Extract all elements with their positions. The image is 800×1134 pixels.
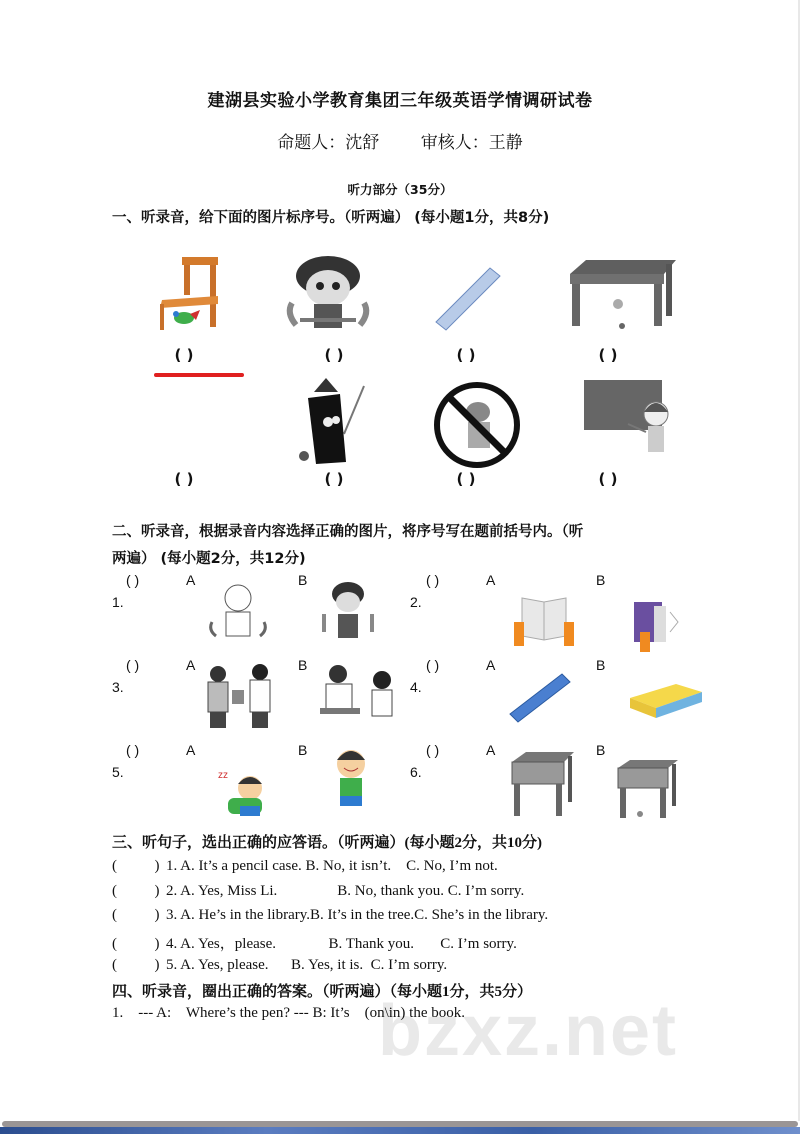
- q2-num-4: 4.: [410, 679, 422, 695]
- section2-heading-line1: 二、听录音，根据录音内容选择正确的图片，将序号写在题前括号内。（听: [112, 524, 584, 540]
- desk-bird-image: [612, 756, 684, 824]
- q3-row-2: [112, 883, 524, 900]
- q2-paren-5[interactable]: ( ): [126, 742, 140, 758]
- q2-opt-b-1: B: [298, 572, 308, 588]
- boy-sitting-image: [278, 248, 378, 333]
- q2-num-6: 6.: [410, 764, 422, 780]
- q3-text-4: 4. A. Yes，please. B. Thank you. C. I’m sorry.: [166, 936, 517, 952]
- q2-opt-a-1: A: [186, 572, 196, 588]
- answer-paren-6[interactable]: ( ): [324, 470, 344, 488]
- ruler-image: [430, 262, 510, 332]
- chair-bird-image: [152, 252, 232, 332]
- section4-heading: 四、听录音，圈出正确的答案。（听两遍）（每小题1分，共5分）: [112, 984, 533, 1000]
- q2-opt-b-2: B: [596, 572, 606, 588]
- desk-image: [566, 254, 678, 334]
- answer-paren-4[interactable]: ( ): [598, 346, 618, 364]
- q3-row-4: [112, 932, 517, 953]
- svg-text:zz: zz: [218, 770, 228, 781]
- teacher-student-image: [310, 660, 400, 730]
- section2-heading-line2: 两遍） (每小题2分，共12分): [112, 551, 306, 567]
- watermark: bzxz.net: [378, 991, 679, 1071]
- q2-opt-b-4: B: [596, 657, 606, 673]
- boy-sitting-small-image: [316, 580, 380, 642]
- part-label: 听力部分（35分）: [347, 182, 453, 197]
- q3-text-5: 5. A. Yes, please. B. Yes, it is. C. I’m sorry.: [166, 957, 448, 973]
- q2-num-5: 5.: [112, 764, 124, 780]
- q3-row-5: [112, 957, 447, 974]
- answer-paren-2[interactable]: ( ): [324, 346, 344, 364]
- rubber-image: [624, 676, 708, 720]
- q3-paren-1[interactable]: ( ): [112, 858, 160, 874]
- page-title: 建湖县实验小学教育集团三年级英语学情调研试卷: [207, 91, 593, 111]
- q2-num-1: 1.: [112, 594, 124, 610]
- section3-heading: 三、听句子，选出正确的应答语。（听两遍）(每小题2分，共10分): [112, 835, 542, 851]
- desk-small-image: [506, 748, 578, 820]
- q2-opt-b-6: B: [596, 742, 606, 758]
- answer-paren-7[interactable]: ( ): [456, 470, 476, 488]
- q3-text-2: 2. A. Yes, Miss Li. B. No, thank you. C. I’m sorry.: [166, 883, 525, 899]
- q2-num-2: 2.: [410, 594, 422, 610]
- answer-paren-1[interactable]: ( ): [174, 346, 194, 364]
- q2-num-3: 3.: [112, 679, 124, 695]
- q3-paren-3[interactable]: ( ): [112, 907, 160, 923]
- q4-item-1: 1. --- A: Where’s the pen? --- B: It’s (on\in) the book.: [112, 1005, 465, 1021]
- q2-opt-a-6: A: [486, 742, 496, 758]
- q3-paren-4[interactable]: ( ): [112, 936, 160, 952]
- no-entry-image: [432, 382, 522, 468]
- q2-opt-b-5: B: [298, 742, 308, 758]
- boy-standing-image: [206, 582, 270, 640]
- q3-text-3: 3. A. He’s in the library.B. It’s in the tree.C. She’s in the library.: [166, 907, 549, 923]
- q3-row-1: [112, 858, 498, 875]
- authors-line: [0, 128, 800, 153]
- section2-heading: [112, 519, 672, 573]
- two-people-image: [198, 660, 280, 730]
- section1-heading: 一、听录音，给下面的图片标序号。（听两遍） (每小题1分，共8分): [112, 210, 550, 226]
- q3-paren-5[interactable]: ( ): [112, 957, 160, 973]
- answer-paren-8[interactable]: ( ): [598, 470, 618, 488]
- sleeping-boy-image: [214, 764, 274, 820]
- q3-row-3: [112, 907, 548, 924]
- q2-paren-2[interactable]: ( ): [426, 572, 440, 588]
- pencil-teacher-image: [294, 378, 366, 466]
- answer-paren-5[interactable]: ( ): [174, 470, 194, 488]
- author: 命题人：沈舒: [277, 133, 380, 153]
- answer-paren-3[interactable]: ( ): [456, 346, 476, 364]
- reviewer: 审核人：王静: [420, 133, 523, 153]
- q2-opt-a-4: A: [486, 657, 496, 673]
- happy-boy-image: [326, 746, 376, 812]
- close-book-image: [624, 596, 690, 656]
- bottom-decorative-strip: [0, 1127, 800, 1134]
- ruler-small-image: [506, 668, 576, 726]
- q2-opt-a-3: A: [186, 657, 196, 673]
- q2-paren-3[interactable]: ( ): [126, 657, 140, 673]
- q2-paren-6[interactable]: ( ): [426, 742, 440, 758]
- q3-text-1: 1. A. It’s a pencil case. B. No, it isn’t. C. No, I’m not.: [166, 858, 498, 874]
- q2-paren-4[interactable]: ( ): [426, 657, 440, 673]
- q2-paren-1[interactable]: ( ): [126, 572, 140, 588]
- q3-paren-2[interactable]: ( ): [112, 883, 160, 899]
- q2-opt-a-2: A: [486, 572, 496, 588]
- q2-opt-b-3: B: [298, 657, 308, 673]
- q2-opt-a-5: A: [186, 742, 196, 758]
- girl-blackboard-image: [580, 376, 682, 468]
- open-book-image: [508, 592, 580, 648]
- red-underline: [154, 373, 244, 377]
